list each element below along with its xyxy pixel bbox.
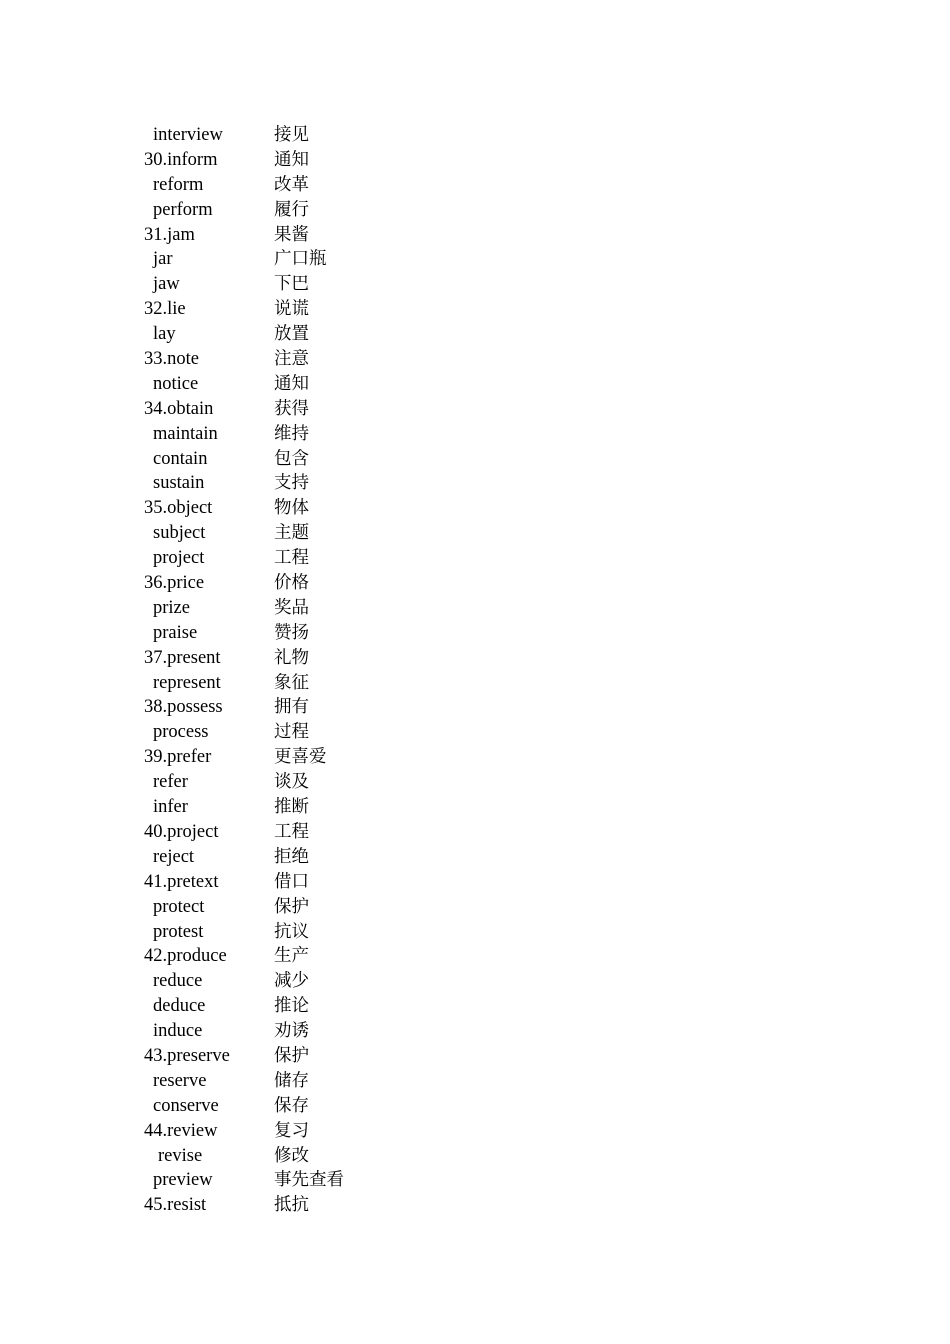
english-word: 31.jam — [144, 224, 195, 245]
vocab-entry — [144, 123, 404, 148]
vocab-entry — [144, 297, 404, 322]
vocab-entry — [144, 720, 404, 745]
vocab-entry — [144, 1044, 404, 1069]
chinese-translation: 改革 — [274, 174, 309, 195]
english-word: prize — [153, 597, 190, 618]
vocab-entry — [144, 695, 404, 720]
vocab-entry — [144, 596, 404, 621]
english-word: refer — [153, 772, 188, 793]
vocab-entry — [144, 1119, 404, 1144]
chinese-translation: 保存 — [274, 1095, 309, 1116]
vocab-entry — [144, 895, 404, 920]
vocab-entry — [144, 322, 404, 347]
vocab-entry — [144, 621, 404, 646]
chinese-translation: 果酱 — [274, 224, 309, 245]
chinese-translation: 放置 — [274, 324, 309, 345]
vocab-entry — [144, 820, 404, 845]
english-word: protect — [153, 896, 205, 917]
english-word: sustain — [153, 473, 205, 494]
chinese-translation: 劝诱 — [274, 1021, 309, 1042]
chinese-translation: 过程 — [274, 722, 309, 743]
english-word: 45.resist — [144, 1195, 207, 1216]
english-word: 34.obtain — [144, 398, 214, 419]
english-word: 36.price — [144, 573, 205, 594]
vocab-entry — [144, 969, 404, 994]
vocab-entry — [144, 1069, 404, 1094]
english-word: contain — [153, 448, 208, 469]
chinese-translation: 更喜爱 — [274, 747, 327, 768]
chinese-translation: 事先查看 — [274, 1170, 344, 1191]
english-word: 38.possess — [144, 697, 223, 718]
english-word: 41.pretext — [144, 871, 219, 892]
vocab-entry — [144, 347, 404, 372]
chinese-translation: 生产 — [274, 946, 309, 967]
vocab-entry — [144, 173, 404, 198]
vocab-entry — [144, 845, 404, 870]
vocab-entry — [144, 1094, 404, 1119]
english-word: induce — [153, 1021, 203, 1042]
english-word: perform — [153, 199, 213, 220]
chinese-translation: 抗议 — [274, 921, 309, 942]
english-word: reserve — [153, 1070, 207, 1091]
chinese-translation: 主题 — [274, 523, 309, 544]
vocab-entry — [144, 571, 404, 596]
english-word: 32.lie — [144, 299, 186, 320]
chinese-translation: 通知 — [274, 149, 309, 170]
vocab-entry — [144, 272, 404, 297]
chinese-translation: 推断 — [274, 797, 309, 818]
chinese-translation: 履行 — [274, 199, 309, 220]
english-word: project — [153, 548, 205, 569]
chinese-translation: 象征 — [274, 672, 309, 693]
english-word: maintain — [153, 423, 218, 444]
vocab-entry — [144, 247, 404, 272]
vocab-entry — [144, 920, 404, 945]
vocab-entry — [144, 870, 404, 895]
vocab-entry — [144, 1144, 404, 1169]
english-word: notice — [153, 373, 199, 394]
english-word: 30.inform — [144, 149, 218, 170]
vocab-entry — [144, 1019, 404, 1044]
chinese-translation: 说谎 — [274, 299, 309, 320]
vocab-entry — [144, 447, 404, 472]
chinese-translation: 物体 — [274, 498, 309, 519]
english-word: 37.present — [144, 647, 221, 668]
chinese-translation: 包含 — [274, 448, 309, 469]
english-word: 33.note — [144, 349, 199, 370]
english-word: reform — [153, 174, 204, 195]
chinese-translation: 拒绝 — [274, 846, 309, 867]
vocab-entry — [144, 198, 404, 223]
vocab-entry — [144, 422, 404, 447]
english-word: infer — [153, 797, 188, 818]
chinese-translation: 获得 — [274, 398, 309, 419]
english-word: 40.project — [144, 821, 219, 842]
vocab-entry — [144, 521, 404, 546]
vocab-entry — [144, 496, 404, 521]
chinese-translation: 接见 — [274, 125, 309, 145]
english-word: process — [153, 722, 209, 743]
chinese-translation: 下巴 — [274, 274, 309, 295]
vocab-entry — [144, 1168, 404, 1193]
chinese-translation: 支持 — [274, 473, 309, 494]
chinese-translation: 价格 — [274, 573, 309, 594]
chinese-translation: 减少 — [274, 971, 309, 992]
chinese-translation: 复习 — [274, 1120, 309, 1141]
chinese-translation: 奖品 — [274, 597, 309, 618]
vocab-entry — [144, 148, 404, 173]
chinese-translation: 储存 — [274, 1070, 309, 1091]
english-word: 42.produce — [144, 946, 227, 967]
vocab-entry — [144, 770, 404, 795]
chinese-translation: 借口 — [274, 871, 309, 892]
vocab-entry — [144, 372, 404, 397]
vocab-entry — [144, 671, 404, 696]
english-word: 44.review — [144, 1120, 218, 1141]
chinese-translation: 谈及 — [274, 772, 309, 793]
vocab-entry — [144, 546, 404, 571]
vocab-entry — [144, 1193, 404, 1218]
chinese-translation: 工程 — [274, 821, 309, 842]
vocab-entry — [144, 397, 404, 422]
chinese-translation: 保护 — [274, 1045, 309, 1066]
english-word: deduce — [153, 996, 206, 1017]
chinese-translation: 拥有 — [274, 697, 309, 718]
english-word: preview — [153, 1170, 213, 1191]
vocab-entry — [144, 223, 404, 248]
chinese-translation: 广口瓶 — [274, 249, 327, 270]
english-word: reduce — [153, 971, 203, 992]
english-word: revise — [158, 1145, 203, 1166]
vocab-entry — [144, 944, 404, 969]
chinese-translation: 修改 — [274, 1145, 309, 1166]
vocab-entry — [144, 646, 404, 671]
english-word: praise — [153, 622, 198, 643]
english-word: 39.prefer — [144, 747, 212, 768]
vocab-entry — [144, 471, 404, 496]
english-word: jar — [153, 249, 173, 270]
english-word: protest — [153, 921, 204, 942]
english-word: 43.preserve — [144, 1045, 230, 1066]
chinese-translation: 维持 — [274, 423, 309, 444]
chinese-translation: 通知 — [274, 373, 309, 394]
vocab-entry — [144, 795, 404, 820]
english-word: 35.object — [144, 498, 213, 519]
chinese-translation: 礼物 — [274, 647, 309, 668]
chinese-translation: 赞扬 — [274, 622, 309, 643]
english-word: reject — [153, 846, 195, 867]
chinese-translation: 工程 — [274, 548, 309, 569]
chinese-translation: 推论 — [274, 996, 309, 1017]
english-word: jaw — [153, 274, 180, 295]
english-word: interview — [153, 125, 223, 145]
vocabulary-list — [144, 123, 404, 1218]
chinese-translation: 保护 — [274, 896, 309, 917]
vocab-entry — [144, 994, 404, 1019]
english-word: conserve — [153, 1095, 219, 1116]
chinese-translation: 抵抗 — [274, 1195, 309, 1216]
english-word: lay — [153, 324, 176, 345]
english-word: represent — [153, 672, 221, 693]
vocab-entry — [144, 745, 404, 770]
english-word: subject — [153, 523, 206, 544]
chinese-translation: 注意 — [274, 349, 309, 370]
